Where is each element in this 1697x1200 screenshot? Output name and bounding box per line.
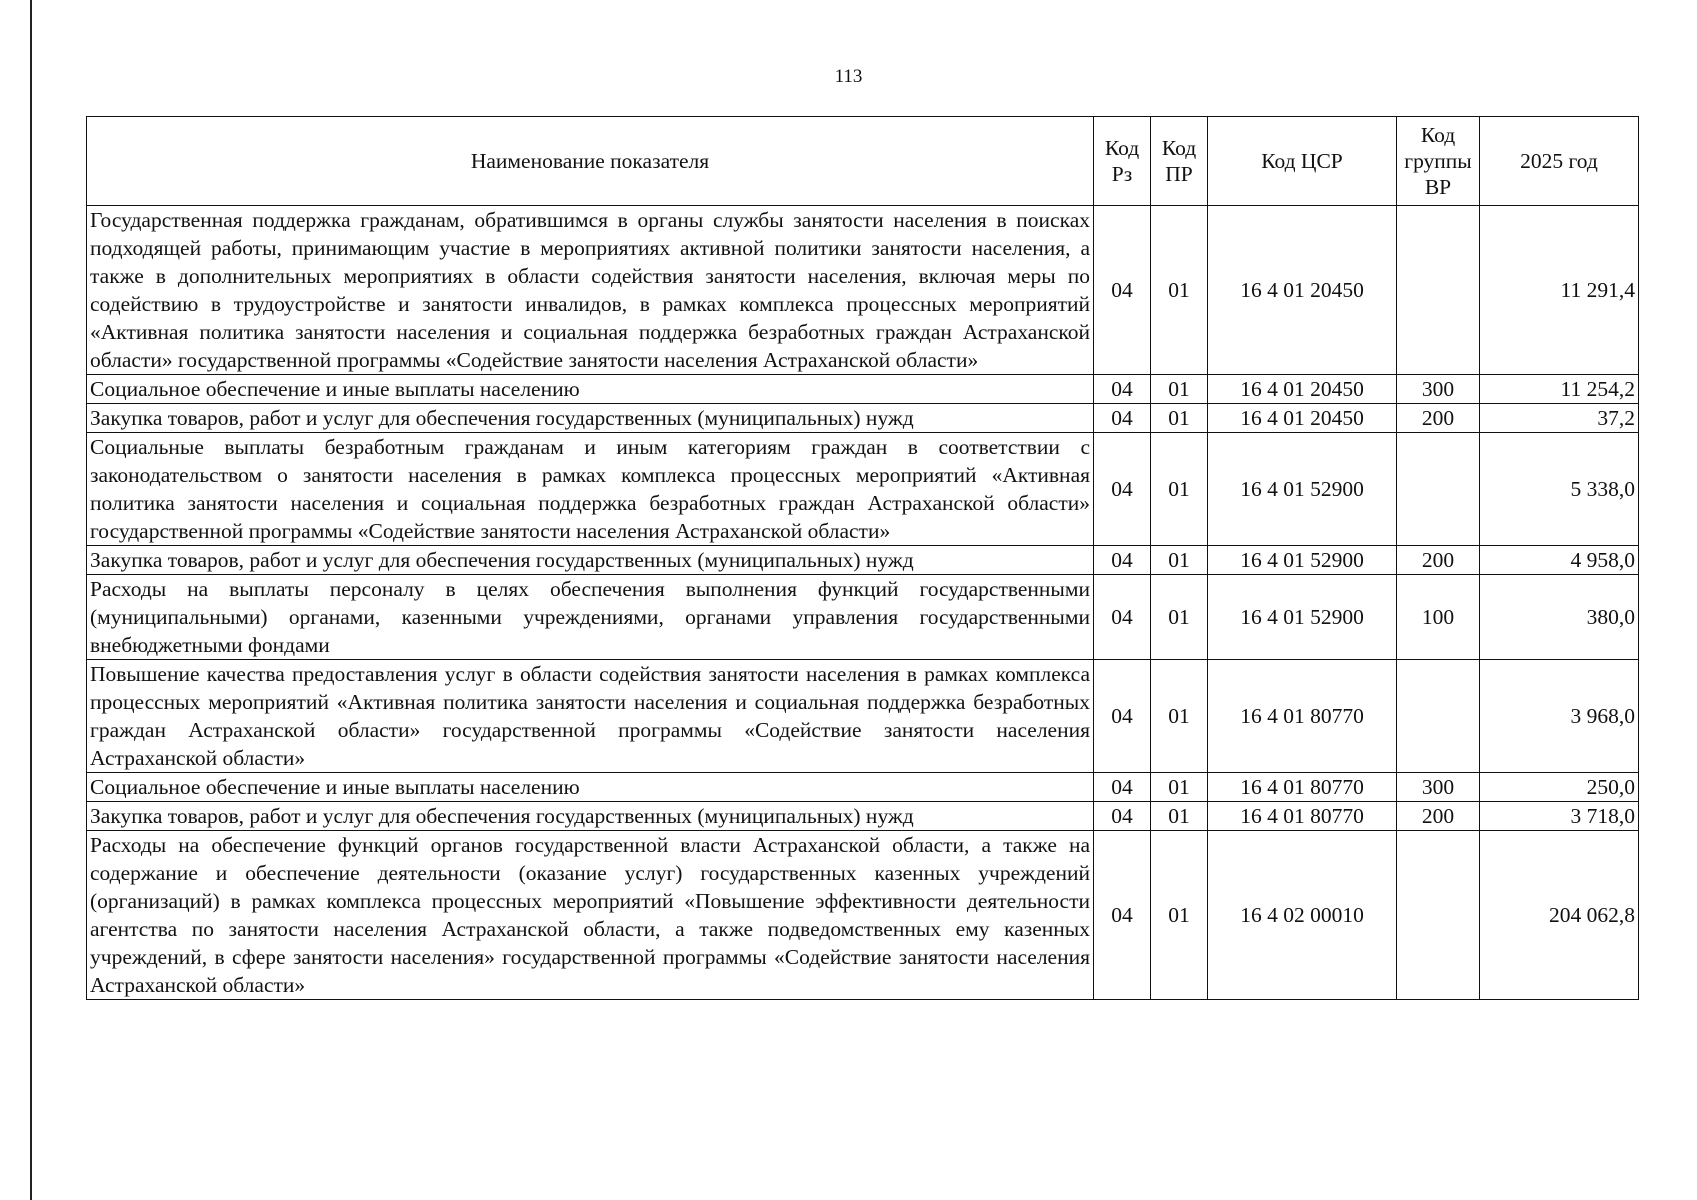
table-row [87, 575, 1639, 660]
cell-vr [1397, 206, 1480, 375]
cell-value: 250,0 [1480, 773, 1639, 802]
table-row [87, 802, 1639, 831]
cell-pr: 01 [1151, 575, 1208, 660]
table-row [87, 660, 1639, 773]
table-row [87, 206, 1639, 375]
header-vr: Код группы ВР [1397, 117, 1480, 206]
cell-rz: 04 [1094, 575, 1151, 660]
cell-vr [1397, 433, 1480, 546]
table-header-row [87, 117, 1639, 206]
cell-name: Закупка товаров, работ и услуг для обеспечения государственных (муниципальных) нужд [87, 546, 1094, 575]
cell-name: Повышение качества предоставления услуг в области содействия занятости населения в рамках комплекса процессных мероприятий «Активная политика занятости населения и социальная поддержка безработных граждан Астраханской области» государственной программы «Содействие занятости населения Астраханской области» [87, 660, 1094, 773]
cell-pr: 01 [1151, 546, 1208, 575]
header-rz: Код Рз [1094, 117, 1151, 206]
cell-name: Расходы на выплаты персоналу в целях обеспечения выполнения функций государственными (муниципальными) органами, казенными учреждениями, органами управления государственными внебюджетными фондами [87, 575, 1094, 660]
cell-csr: 16 4 01 52900 [1208, 433, 1397, 546]
cell-csr: 16 4 02 00010 [1208, 831, 1397, 1000]
table-row [87, 546, 1639, 575]
budget-table [86, 116, 1639, 1000]
cell-value: 380,0 [1480, 575, 1639, 660]
cell-pr: 01 [1151, 831, 1208, 1000]
cell-csr: 16 4 01 20450 [1208, 206, 1397, 375]
cell-vr: 100 [1397, 575, 1480, 660]
cell-csr: 16 4 01 20450 [1208, 375, 1397, 404]
cell-value: 4 958,0 [1480, 546, 1639, 575]
cell-pr: 01 [1151, 404, 1208, 433]
cell-rz: 04 [1094, 773, 1151, 802]
header-pr: Код ПР [1151, 117, 1208, 206]
cell-vr: 200 [1397, 802, 1480, 831]
cell-value: 3 968,0 [1480, 660, 1639, 773]
table-row [87, 831, 1639, 1000]
cell-pr: 01 [1151, 660, 1208, 773]
cell-vr: 200 [1397, 546, 1480, 575]
cell-csr: 16 4 01 52900 [1208, 546, 1397, 575]
cell-name: Социальное обеспечение и иные выплаты населению [87, 773, 1094, 802]
table-row [87, 773, 1639, 802]
cell-rz: 04 [1094, 404, 1151, 433]
cell-name: Социальные выплаты безработным гражданам и иным категориям граждан в соответствии с законодательством о занятости населения в рамках комплекса процессных мероприятий «Активная политика занятости населения и социальная поддержка безработных граждан Астраханской области» государственной программы «Содействие занятости населения Астраханской области» [87, 433, 1094, 546]
cell-pr: 01 [1151, 433, 1208, 546]
header-csr: Код ЦСР [1208, 117, 1397, 206]
cell-vr: 300 [1397, 375, 1480, 404]
cell-rz: 04 [1094, 802, 1151, 831]
cell-csr: 16 4 01 52900 [1208, 575, 1397, 660]
cell-pr: 01 [1151, 773, 1208, 802]
cell-value: 3 718,0 [1480, 802, 1639, 831]
cell-value: 37,2 [1480, 404, 1639, 433]
page-number: 113 [834, 66, 863, 87]
cell-rz: 04 [1094, 375, 1151, 404]
cell-name: Закупка товаров, работ и услуг для обеспечения государственных (муниципальных) нужд [87, 802, 1094, 831]
cell-value: 11 291,4 [1480, 206, 1639, 375]
cell-name: Расходы на обеспечение функций органов государственной власти Астраханской области, а также на содержание и обеспечение деятельности (оказание услуг) государственных казенных учреждений (организаций) в рамках комплекса процессных мероприятий «Повышение эффективности деятельности агентства по занятости населения Астраханской области, а также подведомственных ему казенных учреждений, в сфере занятости населения» государственной программы «Содействие занятости населения Астраханской области» [87, 831, 1094, 1000]
table-row [87, 404, 1639, 433]
cell-pr: 01 [1151, 375, 1208, 404]
cell-csr: 16 4 01 20450 [1208, 404, 1397, 433]
cell-value: 204 062,8 [1480, 831, 1639, 1000]
cell-rz: 04 [1094, 433, 1151, 546]
cell-vr: 200 [1397, 404, 1480, 433]
cell-name: Государственная поддержка гражданам, обратившимся в органы службы занятости населения в поисках подходящей работы, принимающим участие в мероприятиях активной политики занятости населения, а также в дополнительных мероприятиях в области содействия занятости населения, включая меры по содействию в трудоустройстве и занятости инвалидов, в рамках комплекса процессных мероприятий «Активная политика занятости населения и социальная поддержка безработных граждан Астраханской области» государственной программы «Содействие занятости населения Астраханской области» [87, 206, 1094, 375]
scan-edge-line [30, 0, 32, 1200]
header-year: 2025 год [1480, 117, 1639, 206]
cell-pr: 01 [1151, 802, 1208, 831]
header-name: Наименование показателя [87, 117, 1094, 206]
cell-rz: 04 [1094, 831, 1151, 1000]
cell-value: 5 338,0 [1480, 433, 1639, 546]
cell-rz: 04 [1094, 206, 1151, 375]
cell-name: Социальное обеспечение и иные выплаты населению [87, 375, 1094, 404]
cell-pr: 01 [1151, 206, 1208, 375]
cell-csr: 16 4 01 80770 [1208, 773, 1397, 802]
cell-vr: 300 [1397, 773, 1480, 802]
cell-csr: 16 4 01 80770 [1208, 660, 1397, 773]
table-row [87, 433, 1639, 546]
cell-value: 11 254,2 [1480, 375, 1639, 404]
cell-vr [1397, 660, 1480, 773]
table-row [87, 375, 1639, 404]
cell-rz: 04 [1094, 546, 1151, 575]
cell-rz: 04 [1094, 660, 1151, 773]
cell-name: Закупка товаров, работ и услуг для обеспечения государственных (муниципальных) нужд [87, 404, 1094, 433]
cell-csr: 16 4 01 80770 [1208, 802, 1397, 831]
cell-vr [1397, 831, 1480, 1000]
